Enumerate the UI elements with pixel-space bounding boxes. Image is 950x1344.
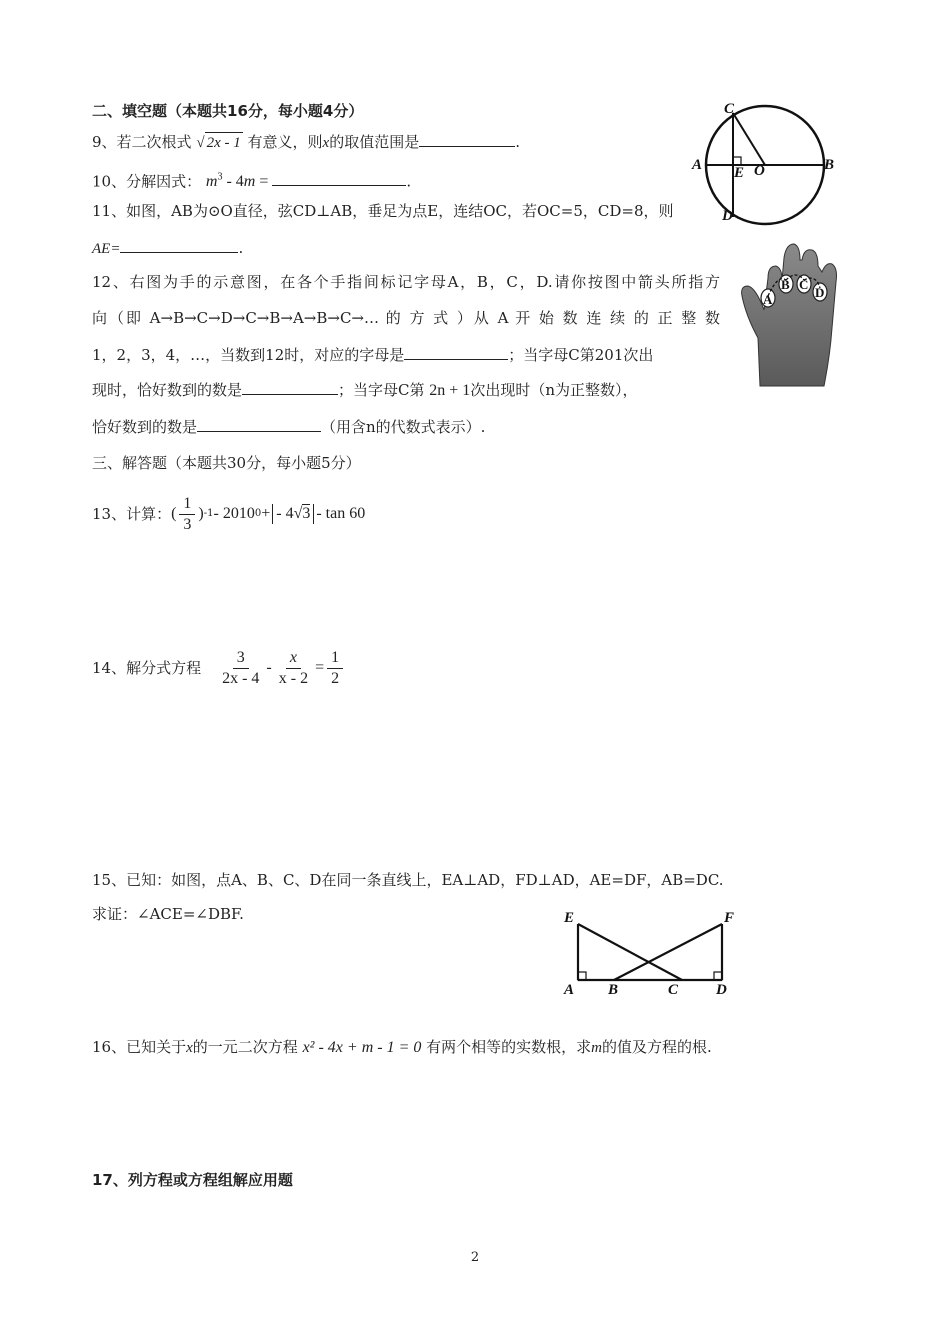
tri-label-b: B: [608, 982, 619, 998]
q9-radicand: 2x - 1: [205, 132, 243, 153]
q12-l3-mid: ；当字母C第201次出: [508, 346, 654, 364]
question-12-line3: [92, 345, 653, 365]
q12-l3-pre: 1，2，3，4，…，当数到12时，对应的字母是: [92, 346, 405, 364]
question-11-line2: [92, 238, 243, 259]
right-angle-a: [578, 972, 586, 980]
q14-f3-den: 2: [331, 669, 340, 687]
q16-var2: m: [591, 1040, 603, 1056]
q13-abs: - 4: [276, 505, 294, 522]
label-a: A: [692, 157, 703, 173]
question-14: [92, 646, 346, 690]
answer-blank: [419, 132, 515, 147]
hand-shape: [742, 244, 837, 386]
q10-m2: m: [243, 173, 256, 191]
tri-label-c: C: [668, 982, 679, 998]
q13-rest3: - tan 60: [316, 505, 366, 522]
tri-label-f: F: [724, 910, 735, 926]
label-d: D: [722, 208, 733, 224]
q12-l4-mid: ；当字母C第: [338, 381, 425, 399]
question-15-line2: 求证：∠ACE=∠DBF.: [92, 905, 244, 923]
question-13: 13、计算： ( $\frac{1}{3}$ ) -1 - 2010 0 + - 4√3 - tan 60: [92, 494, 366, 533]
tri-label-e: E: [564, 910, 575, 926]
q10-end: .: [406, 172, 412, 191]
hand-figure: [738, 238, 850, 388]
q12-l5-pre: 恰好数到的数是: [92, 418, 198, 436]
hand-label-d: D: [815, 285, 825, 300]
q16-post1: 有两个相等的实数根，求: [426, 1038, 592, 1056]
answer-blank: [272, 171, 406, 186]
q16-expr: x² - 4x + m - 1 = 0: [302, 1039, 422, 1056]
q14-text: 14、解分式方程: [92, 659, 202, 677]
q14-f3-num: 1: [327, 648, 343, 669]
q13-root: 3: [302, 505, 311, 522]
q9-mid: 有意义，则: [247, 133, 323, 151]
section-title-fill-in: 二、填空题（本题共16分，每小题4分）: [92, 102, 364, 120]
q10-rest: - 4: [222, 173, 244, 191]
q13-num: 1: [179, 494, 195, 515]
q13-den: 3: [183, 515, 192, 533]
q16-var: x: [186, 1040, 193, 1056]
answer-blank: [242, 380, 338, 395]
q16-mid: 的一元二次方程: [192, 1038, 298, 1056]
q14-minus: -: [266, 659, 272, 676]
q10-m: m: [205, 173, 218, 191]
question-16: [92, 1037, 712, 1058]
q13-exp0: 0: [254, 508, 262, 519]
answer-blank: [197, 417, 321, 432]
q13-rest2: +: [261, 505, 271, 522]
question-11-line1: 11、如图，AB为⊙O直径，弦CD⊥AB，垂足为点E，连结OC，若OC=5，CD=8，则: [92, 202, 674, 220]
q9-post: 的取值范围是: [329, 133, 420, 151]
hand-label-a: A: [763, 292, 773, 307]
q9-end: .: [515, 133, 520, 151]
q12-l4-pre: 现时，恰好数到的数是: [92, 381, 243, 399]
question-12-line1: 12、右图为手的示意图，在各个手指间标记字母A，B，C，D.请你按图中箭头所指方: [92, 273, 720, 291]
q12-expr: 2n + 1: [429, 382, 471, 399]
question-15-line1: 15、已知：如图，点A、B、C、D在同一条直线上，EA⊥AD，FD⊥AD，AE=DF，AB=DC.: [92, 871, 724, 889]
q13-text: 13、计算：: [92, 505, 172, 523]
hand-label-c: C: [799, 277, 809, 292]
label-o: O: [754, 163, 765, 179]
question-12-line2: 向（即 A→B→C→D→C→B→A→B→C→… 的 方 式 ）从 A 开 始 数 连 续 的 正 整 数: [92, 309, 720, 327]
question-12-line5: [92, 417, 485, 437]
q11-ae: AE=: [92, 241, 121, 257]
q14-f1-den: 2x - 4: [222, 669, 260, 687]
circle-figure: [688, 96, 840, 226]
q9-text: 9、若二次根式: [92, 133, 192, 151]
hand-label-b: B: [781, 277, 790, 292]
q14-f1-num: 3: [233, 648, 249, 669]
page-number: 2: [470, 1250, 480, 1265]
q14-f2-den: x - 2: [278, 669, 309, 687]
question-12-line4: [92, 380, 637, 401]
q13-rest1: - 2010: [213, 505, 255, 522]
q12-l4-post: 次出现时（n为正整数），: [470, 381, 638, 399]
q16-post2: 的值及方程的根.: [602, 1038, 712, 1056]
tri-label-a: A: [564, 982, 575, 998]
section-title-answers: 三、解答题（本题共30分，每小题5分）: [92, 454, 361, 472]
q13-exp: -1: [203, 508, 214, 519]
right-angle-d: [714, 972, 722, 980]
triangle-figure: [558, 906, 748, 998]
question-9: 9、若二次根式 √ 2x - 1 有意义，则x的取值范围是 .: [92, 133, 520, 151]
q14-f2-num: x: [286, 648, 301, 669]
q14-eq: =: [315, 659, 325, 676]
q16-pre: 16、已知关于: [92, 1038, 187, 1056]
q11-end: .: [238, 239, 244, 257]
label-b: B: [824, 157, 835, 173]
label-c: C: [724, 101, 735, 117]
label-e: E: [734, 165, 745, 181]
tri-label-d: D: [716, 982, 727, 998]
q12-l5-post: （用含n的代数式表示）.: [321, 418, 486, 436]
q10-text: 10、分解因式：: [92, 172, 202, 191]
question-10: [92, 168, 411, 192]
q10-exp: 3: [217, 172, 223, 183]
answer-blank: [404, 345, 508, 360]
answer-blank: [120, 238, 238, 253]
q10-eq: =: [255, 173, 269, 191]
right-angle-mark: [733, 157, 741, 165]
q9-var: x: [322, 135, 330, 151]
question-17: 17、列方程或方程组解应用题: [92, 1171, 293, 1189]
